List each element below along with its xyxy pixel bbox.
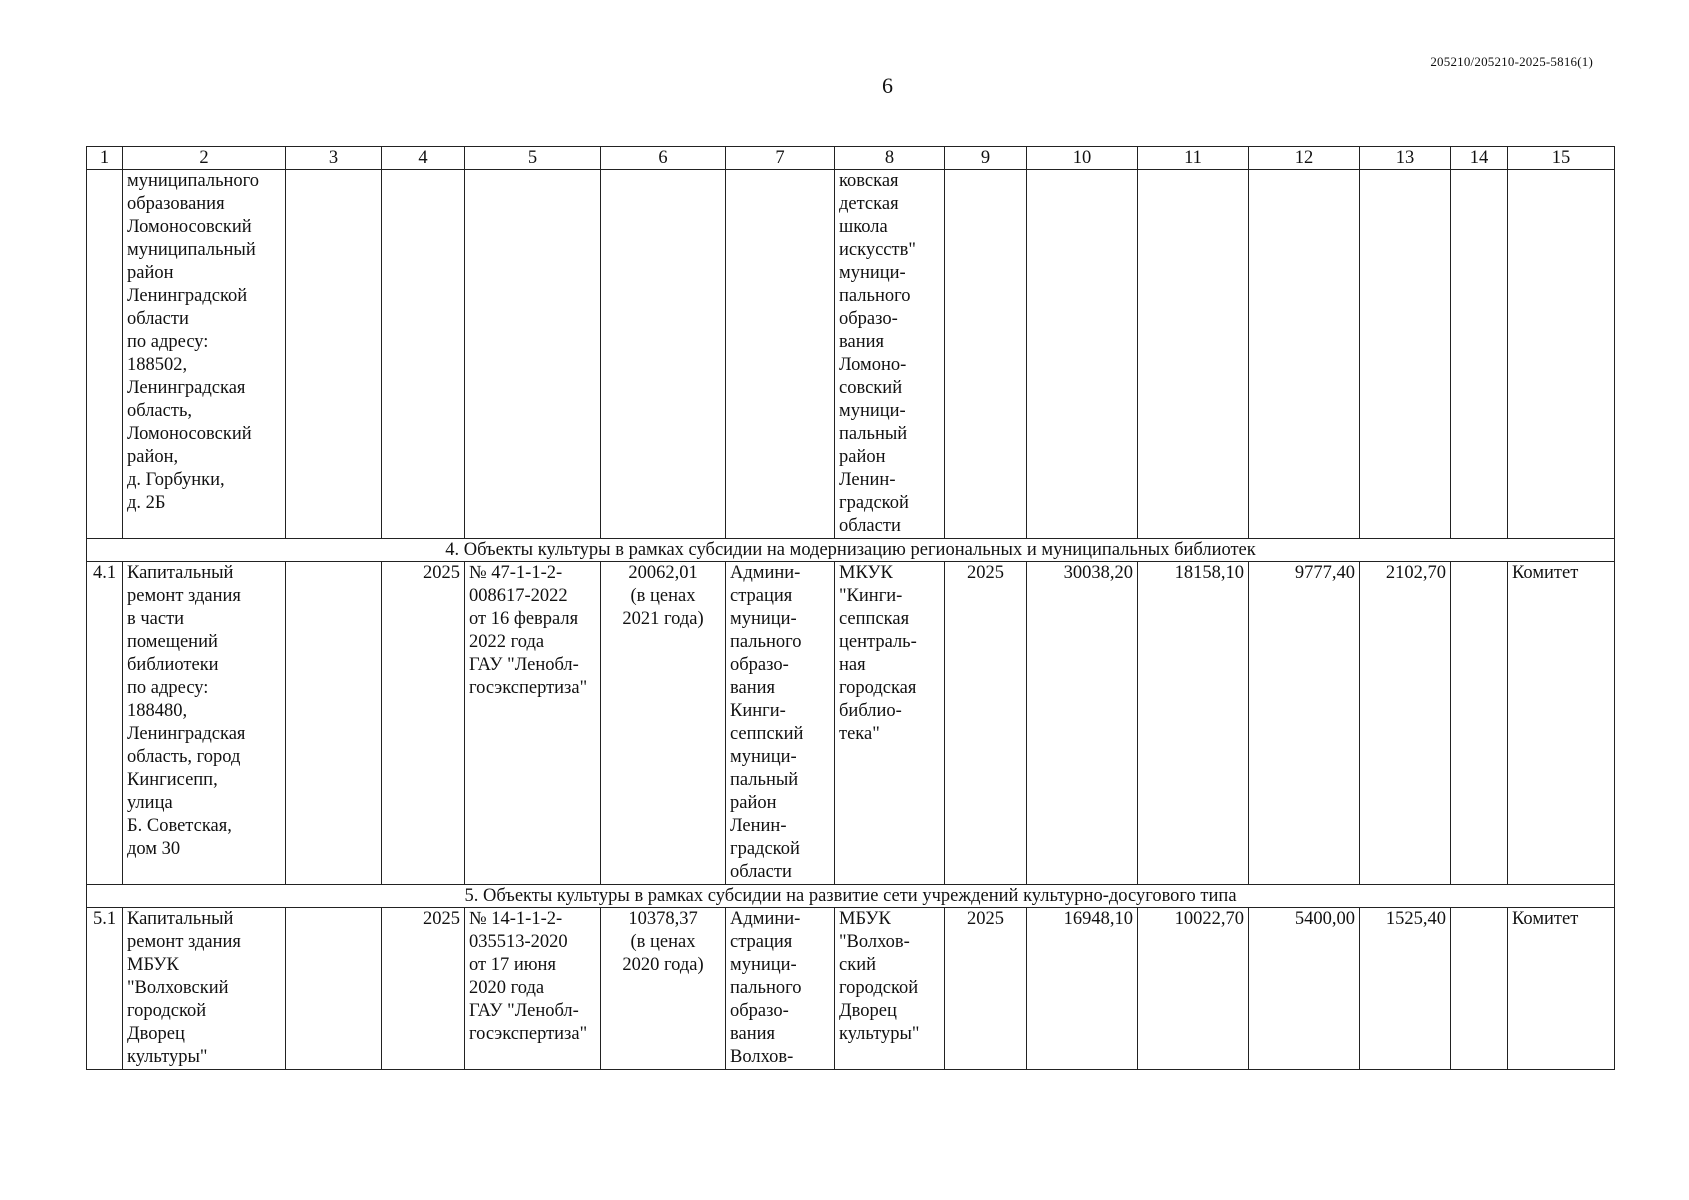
cell-total: 16948,10 <box>1027 908 1138 1070</box>
cell-col12 <box>1249 170 1360 539</box>
column-number-row <box>87 147 1615 170</box>
section-5-title: 5. Объекты культуры в рамках субсидии на развитие сети учреждений культурно-досугового типа <box>87 885 1615 908</box>
col-header-15: 15 <box>1508 147 1615 170</box>
cell-col11 <box>1138 170 1249 539</box>
cell-col10 <box>1027 170 1138 539</box>
cell-col6 <box>601 170 726 539</box>
cell-institution: МБУК "Волхов- ский городской Дворец культуры" <box>835 908 945 1070</box>
cell-amount-1: 10022,70 <box>1138 908 1249 1070</box>
table-row-4-1 <box>87 562 1615 885</box>
cell-year-start: 2025 <box>382 908 465 1070</box>
cell-expertise: № 47-1-1-2- 008617-2022 от 16 февраля 2022 года ГАУ "Ленобл- госэкспертиза" <box>465 562 601 885</box>
page-number: 6 <box>882 73 893 98</box>
table-row-5-1 <box>87 908 1615 1070</box>
cell-amount-2: 9777,40 <box>1249 562 1360 885</box>
table-row-continuation <box>87 170 1615 539</box>
cell-amount-3: 1525,40 <box>1360 908 1451 1070</box>
cell-amount-2: 5400,00 <box>1249 908 1360 1070</box>
cell-administration: Админи- страция муници- пального образо- вания Кинги- сеппский муници- пальный район Ленин- градской области <box>726 562 835 885</box>
cell-col15 <box>1508 170 1615 539</box>
col-header-12: 12 <box>1249 147 1360 170</box>
document-id: 205210/205210-2025-5816(1) <box>1430 54 1593 69</box>
data-table <box>86 146 1615 1070</box>
cell-estimated-cost: 20062,01 (в ценах 2021 года) <box>601 562 726 885</box>
cell-object-name: Капитальный ремонт здания в части помещений библиотеки по адресу: 188480, Ленинградская область, город Кингисепп, улица Б. Советская, дом 30 <box>123 562 286 885</box>
cell-number <box>87 170 123 539</box>
cell-col3 <box>286 908 382 1070</box>
cell-administration: Админи- страция муници- пального образо- вания Волхов- <box>726 908 835 1070</box>
cell-amount-3: 2102,70 <box>1360 562 1451 885</box>
col-header-5: 5 <box>465 147 601 170</box>
col-header-14: 14 <box>1451 147 1508 170</box>
col-header-4: 4 <box>382 147 465 170</box>
cell-number: 4.1 <box>87 562 123 885</box>
cell-col3 <box>286 562 382 885</box>
cell-col7 <box>726 170 835 539</box>
col-header-8: 8 <box>835 147 945 170</box>
cell-amount-1: 18158,10 <box>1138 562 1249 885</box>
section-5-row <box>87 885 1615 908</box>
cell-institution: ковская детская школа искусств" муници- пального образо- вания Ломоно- совский муници- пальный район Ленин- градской области <box>835 170 945 539</box>
col-header-10: 10 <box>1027 147 1138 170</box>
cell-year: 2025 <box>945 908 1027 1070</box>
cell-expertise: № 14-1-1-2- 035513-2020 от 17 июня 2020 года ГАУ "Ленобл- госэкспертиза" <box>465 908 601 1070</box>
cell-responsible: Комитет <box>1508 908 1615 1070</box>
cell-object-name: Капитальный ремонт здания МБУК "Волховский городской Дворец культуры" <box>123 908 286 1070</box>
col-header-3: 3 <box>286 147 382 170</box>
cell-col3 <box>286 170 382 539</box>
cell-total: 30038,20 <box>1027 562 1138 885</box>
cell-col14 <box>1451 562 1508 885</box>
col-header-1: 1 <box>87 147 123 170</box>
col-header-2: 2 <box>123 147 286 170</box>
cell-col14 <box>1451 170 1508 539</box>
col-header-11: 11 <box>1138 147 1249 170</box>
col-header-13: 13 <box>1360 147 1451 170</box>
cell-col14 <box>1451 908 1508 1070</box>
cell-col5 <box>465 170 601 539</box>
cell-col13 <box>1360 170 1451 539</box>
cell-responsible: Комитет <box>1508 562 1615 885</box>
cell-number: 5.1 <box>87 908 123 1070</box>
section-4-row <box>87 539 1615 562</box>
col-header-7: 7 <box>726 147 835 170</box>
cell-col4 <box>382 170 465 539</box>
col-header-6: 6 <box>601 147 726 170</box>
cell-col9 <box>945 170 1027 539</box>
section-4-title: 4. Объекты культуры в рамках субсидии на модернизацию региональных и муниципальных библиотек <box>87 539 1615 562</box>
cell-object-name: муниципального образования Ломоносовский муниципальный район Ленинградской области по адресу: 188502, Ленинградская область, Ломоносовский район, д. Горбунки, д. 2Б <box>123 170 286 539</box>
col-header-9: 9 <box>945 147 1027 170</box>
cell-year-start: 2025 <box>382 562 465 885</box>
cell-year: 2025 <box>945 562 1027 885</box>
cell-estimated-cost: 10378,37 (в ценах 2020 года) <box>601 908 726 1070</box>
cell-institution: МКУК "Кинги- сеппская централь- ная городская библио- тека" <box>835 562 945 885</box>
